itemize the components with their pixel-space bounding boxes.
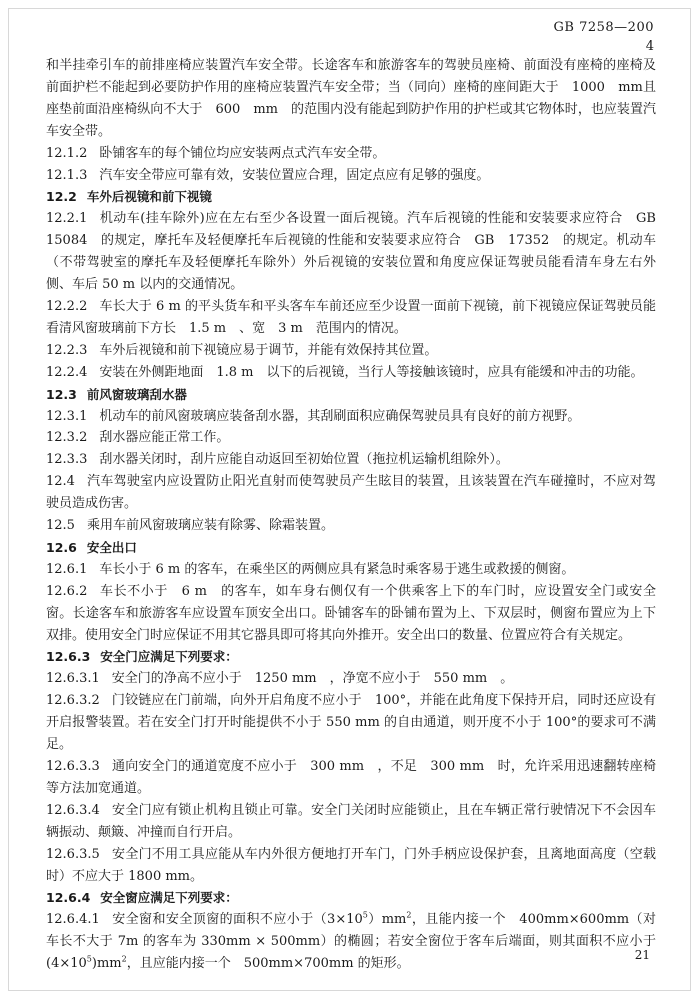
clause-number: 12.3.3 xyxy=(46,452,88,468)
clause-number: 12.2 xyxy=(46,189,77,205)
clause-number: 12.6.1 xyxy=(46,561,88,577)
clause-number: 12.2.1 xyxy=(46,211,88,227)
clause-paragraph xyxy=(46,515,656,537)
clause-text: 机动车的前风窗玻璃应装备刮水器，其刮刷面积应确保驾驶员具有良好的前方视野。 xyxy=(99,408,581,424)
clause-text: 安全门不用工具应能从车内外很方便地打开车门，门外手柄应设保护套，且离地面高度（空载时）不应大于 1800 mm。 xyxy=(46,846,656,884)
clause-paragraph xyxy=(46,406,656,428)
clause-text: 安全门的净高不应小于 1250 mm ，净宽不应小于 550 mm 。 xyxy=(111,671,514,687)
clause-paragraph xyxy=(46,340,656,362)
clause-number: 12.1.2 xyxy=(46,145,88,161)
section-heading xyxy=(46,537,656,559)
clause-number: 12.6 xyxy=(46,539,77,555)
clause-paragraph xyxy=(46,559,656,581)
document-body xyxy=(46,55,670,975)
clause-paragraph xyxy=(46,581,656,647)
clause-text: ) xyxy=(91,956,97,972)
clause-text: 安全窗和安全顶窗的面积不应小于（3×10 xyxy=(111,912,363,928)
clause-text: 刮水器应能正常工作。 xyxy=(99,430,230,446)
clause-paragraph xyxy=(46,756,656,800)
exponent: 2 xyxy=(121,954,127,964)
clause-text: mm xyxy=(96,956,122,972)
clause-number: 12.6.4.1 xyxy=(46,912,100,928)
clause-number: 12.4 xyxy=(46,474,75,490)
clause-text: 门铰链应在门前端，向外开启角度不应小于 100°，并能在此角度下保持开启，同时还应设有开启报警装置。若在安全门打开时能提供不小于 550 mm 的自由通道，则开度不小于 100°的要求可不满足。 xyxy=(46,693,656,753)
clause-paragraph xyxy=(46,143,656,165)
clause-number: 12.2.3 xyxy=(46,342,88,358)
clause-text: 汽车驾驶室内应设置防止阳光直射而使驾驶员产生眩目的装置，且该装置在汽车碰撞时，不应对驾驶员造成伤害。 xyxy=(46,474,656,512)
clause-text: 车外后视镜和前下视镜 xyxy=(86,189,212,205)
clause-text: 安全窗应满足下列要求： xyxy=(100,890,238,906)
clause-text: 刮水器关闭时，刮片应能自动返回至初始位置（拖拉机运输机组除外）。 xyxy=(99,452,509,468)
clause-paragraph xyxy=(46,208,656,296)
clause-number: 12.3.1 xyxy=(46,408,88,424)
clause-paragraph xyxy=(46,296,656,340)
standard-year-digit: 4 xyxy=(645,39,654,54)
clause-text: 乘用车前风窗玻璃应装有除雾、除霜装置。 xyxy=(86,518,334,534)
clause-number: 12.6.3.2 xyxy=(46,693,100,709)
clause-number: 12.6.3.3 xyxy=(46,759,100,774)
clause-number: 12.1.3 xyxy=(46,167,88,183)
clause-paragraph xyxy=(46,800,656,844)
clause-text: 安装在外侧距地面 1.8 m 以下的后视镜，当行人等接触该镜时，应具有能缓和冲击的功能。 xyxy=(99,364,644,380)
clause-text: ）mm xyxy=(367,912,407,928)
exponent: 5 xyxy=(362,911,368,921)
clause-number: 12.2.4 xyxy=(46,364,88,380)
clause-number: 12.3.2 xyxy=(46,430,88,446)
clause-text: 安全出口 xyxy=(86,539,137,555)
clause-text: 车长大于 6 m 的平头货车和平头客车车前还应至少设置一面前下视镜，前下视镜应保证驾驶员能看清风窗玻璃前下方长 1.5 m 、宽 3 m 范围内的情况。 xyxy=(46,298,656,336)
exponent: 2 xyxy=(406,911,412,921)
clause-paragraph xyxy=(46,844,656,888)
clause-paragraph xyxy=(46,668,656,690)
clause-text: 安全门应满足下列要求： xyxy=(100,649,238,665)
section-heading xyxy=(46,186,656,208)
clause-text: ，且应能内接一个 500mm×700mm 的矩形。 xyxy=(126,956,410,972)
clause-paragraph xyxy=(46,427,656,449)
clause-paragraph xyxy=(46,362,656,384)
clause-paragraph xyxy=(46,165,656,187)
page-header xyxy=(554,18,654,56)
exponent: 5 xyxy=(86,954,92,964)
clause-text: 车长小于 6 m 的客车，在乘坐区的两侧应具有紧急时乘客易于逃生或救援的侧窗。 xyxy=(99,561,575,577)
section-heading xyxy=(46,646,656,668)
clause-number: 12.6.4 xyxy=(46,890,91,906)
clause-text: 安全门应有锁止机构且锁止可靠。安全门关闭时应能锁止，且在车辆正常行驶情况下不会因车辆振动、颠簸、冲撞而自行开启。 xyxy=(46,802,656,840)
section-heading xyxy=(46,887,656,909)
clause-number: 12.6.3.1 xyxy=(46,671,100,687)
clause-text: 汽车安全带应可靠有效，安装位置应合理，固定点应有足够的强度。 xyxy=(99,167,490,183)
clause-number: 12.6.3 xyxy=(46,649,91,665)
page-number: 21 xyxy=(634,948,650,962)
clause-paragraph xyxy=(46,690,656,756)
clause-paragraph xyxy=(46,55,656,143)
clause-number: 12.6.3.5 xyxy=(46,846,100,862)
clause-text: 车长不小于 6 m 的客车，如车身右侧仅有一个供乘客上下的车门时，应设置安全门或安全窗。长途客车和旅游客车应设置车顶安全出口。卧铺客车的卧铺布置为上、下双层时，侧窗布置应为上下双排。使用安全门时应保证不用其它器具即可将其向外推开。安全出口的数量、位置应符合有关规定。 xyxy=(46,583,656,643)
clause-text: 和半挂牵引车的前排座椅应装置汽车安全带。长途客车和旅游客车的驾驶员座椅、前面没有座椅的座椅及前面护栏不能起到必要防护作用的座椅应装置汽车安全带；当（同向）座椅的座间距大于 1000 mm且座垫前面沿座椅纵向不大于 600 mm 的范围内没有能起到防护作用的护栏或其它物体时，也应装置汽车安全带。 xyxy=(46,58,656,139)
clause-number: 12.6.3.4 xyxy=(46,802,100,818)
clause-paragraph xyxy=(46,909,670,975)
clause-number: 12.5 xyxy=(46,518,75,534)
clause-paragraph xyxy=(46,471,656,515)
clause-text: 车外后视镜和前下视镜应易于调节，并能有效保持其位置。 xyxy=(99,342,438,358)
clause-text: 卧铺客车的每个铺位均应安装两点式汽车安全带。 xyxy=(99,145,386,161)
clause-text: 通向安全门的通道宽度不应小于 300 mm ，不足 300 mm 时，允许采用迅速翻转座椅等方法加宽通道。 xyxy=(46,759,656,796)
section-heading xyxy=(46,384,656,406)
clause-text: 机动车(挂车除外)应在左右至少各设置一面后视镜。汽车后视镜的性能和安装要求应符合 GB 15084 的规定，摩托车及轻便摩托车后视镜的性能和安装要求应符合 GB 17352 的规定。机动车（不带驾驶室的摩托车及轻便摩托车除外）外后视镜的安装位置和角度应保证驾驶员能看清车身左右外侧、车后 50 m 以内的交通情况。 xyxy=(46,211,656,293)
clause-number: 12.3 xyxy=(46,386,77,402)
clause-number: 12.2.2 xyxy=(46,298,88,314)
clause-number: 12.6.2 xyxy=(46,583,88,599)
clause-text: 前风窗玻璃刮水器 xyxy=(86,386,187,402)
clause-paragraph xyxy=(46,449,656,471)
clause-text: ，且能内接一个 400mm×600mm（对车长不大于 7m 的客车为 330mm × 500mm）的椭圆；若安全窗位于客车后端面，则其面积不应小于 (4×10 xyxy=(46,912,670,972)
standard-number: GB 7258—200 xyxy=(553,20,654,35)
